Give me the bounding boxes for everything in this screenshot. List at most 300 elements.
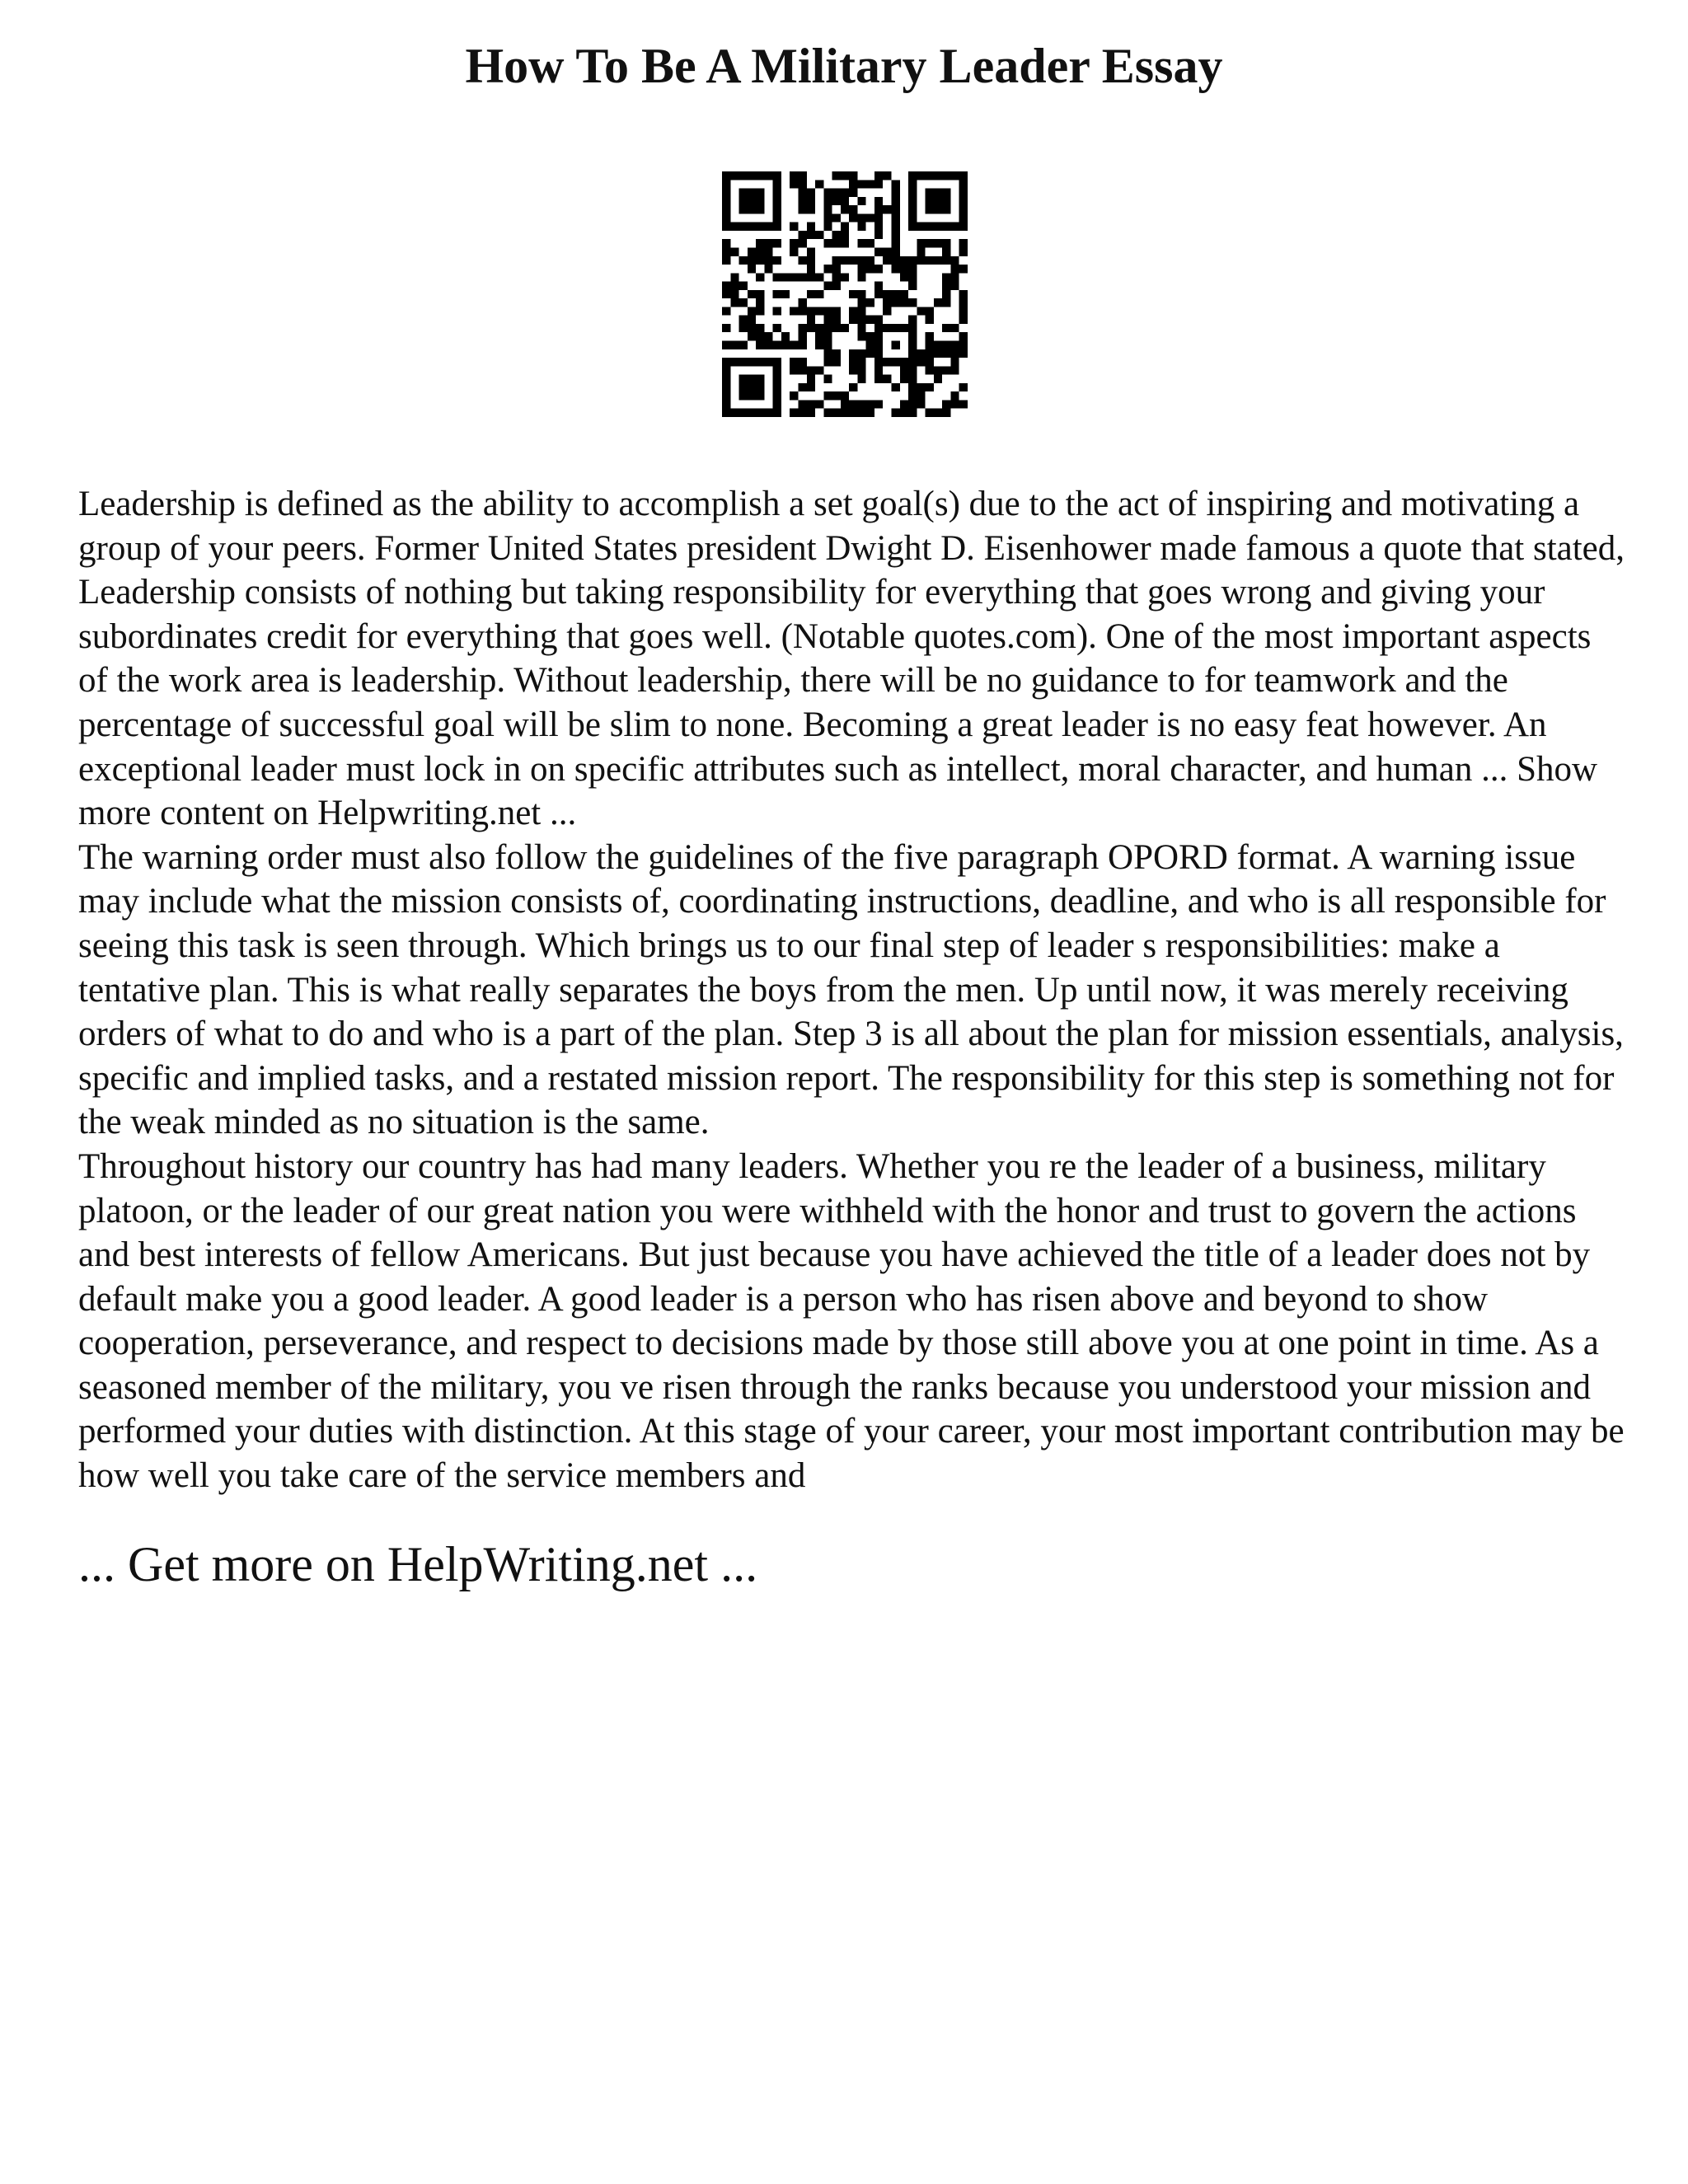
qr-module: [748, 256, 756, 265]
qr-module: [807, 189, 815, 197]
qr-module: [764, 239, 772, 247]
qr-module: [748, 358, 756, 366]
qr-module: [874, 282, 883, 290]
qr-module: [866, 180, 874, 188]
qr-module: [959, 341, 968, 349]
qr-module: [756, 307, 764, 315]
qr-module: [959, 171, 968, 180]
qr-module: [748, 290, 756, 298]
qr-module: [756, 290, 764, 298]
qr-module: [874, 400, 883, 408]
qr-module: [908, 349, 917, 358]
qr-module: [798, 256, 806, 265]
qr-module: [798, 197, 806, 205]
qr-module: [866, 256, 874, 265]
qr-module: [959, 239, 968, 247]
qr-module: [823, 391, 832, 400]
qr-module: [959, 247, 968, 255]
qr-module: [798, 341, 806, 349]
qr-module: [942, 223, 950, 231]
qr-module: [807, 223, 815, 231]
qr-module: [773, 409, 781, 417]
qr-module: [798, 231, 806, 239]
qr-module: [866, 316, 874, 324]
qr-module: [815, 290, 823, 298]
qr-module: [917, 383, 925, 391]
qr-module: [722, 213, 730, 222]
qr-module: [934, 223, 942, 231]
qr-module: [934, 341, 942, 349]
qr-module: [756, 239, 764, 247]
qr-module: [823, 349, 832, 358]
qr-module: [798, 409, 806, 417]
qr-module: [823, 189, 832, 197]
qr-module: [773, 273, 781, 281]
qr-module: [756, 391, 764, 400]
qr-module: [934, 189, 942, 197]
qr-module: [857, 298, 865, 307]
qr-module: [807, 307, 815, 315]
qr-module: [790, 358, 798, 366]
qr-module: [798, 307, 806, 315]
qr-module: [934, 349, 942, 358]
qr-module: [841, 197, 849, 205]
qr-module: [832, 358, 841, 366]
qr-module: [823, 239, 832, 247]
qr-module: [807, 316, 815, 324]
qr-module: [874, 375, 883, 383]
qr-module: [926, 383, 934, 391]
qr-module: [764, 223, 772, 231]
qr-module: [823, 223, 832, 231]
qr-module: [722, 197, 730, 205]
qr-module: [857, 213, 865, 222]
qr-module: [739, 256, 748, 265]
qr-module: [832, 273, 841, 281]
qr-module: [857, 256, 865, 265]
qr-module: [942, 256, 950, 265]
qr-module: [934, 239, 942, 247]
qr-module: [781, 341, 790, 349]
qr-module: [798, 383, 806, 391]
qr-module: [739, 391, 748, 400]
qr-module: [950, 273, 959, 281]
qr-module: [926, 358, 934, 366]
qr-module: [807, 273, 815, 281]
qr-module: [892, 213, 900, 222]
qr-module: [841, 400, 849, 408]
qr-module: [866, 298, 874, 307]
qr-module: [892, 205, 900, 213]
qr-module: [756, 341, 764, 349]
qr-module: [874, 358, 883, 366]
qr-module: [908, 409, 917, 417]
qr-module: [908, 341, 917, 349]
qr-module: [773, 171, 781, 180]
qr-module: [892, 324, 900, 332]
qr-module: [866, 341, 874, 349]
qr-module: [849, 205, 857, 213]
qr-module: [874, 180, 883, 188]
qr-module: [934, 298, 942, 307]
qr-module: [874, 205, 883, 213]
qr-module: [807, 375, 815, 383]
qr-module: [841, 273, 849, 281]
qr-module: [756, 171, 764, 180]
qr-module: [823, 282, 832, 290]
qr-module: [950, 171, 959, 180]
qr-module: [790, 366, 798, 374]
qr-module: [950, 366, 959, 374]
qr-module: [764, 256, 772, 265]
qr-module: [722, 375, 730, 383]
qr-module: [722, 366, 730, 374]
qr-module: [866, 400, 874, 408]
qr-module: [730, 341, 738, 349]
qr-module: [798, 205, 806, 213]
qr-module: [781, 273, 790, 281]
qr-module: [756, 358, 764, 366]
qr-module: [841, 409, 849, 417]
get-more-link[interactable]: ... Get more on HelpWriting.net ...: [78, 1537, 758, 1591]
qr-module: [883, 290, 891, 298]
qr-module: [892, 298, 900, 307]
qr-module: [926, 341, 934, 349]
qr-module: [908, 400, 917, 408]
qr-module: [722, 391, 730, 400]
qr-module: [823, 316, 832, 324]
qr-module: [942, 247, 950, 255]
qr-module: [883, 307, 891, 315]
qr-module: [883, 205, 891, 213]
qr-module: [773, 324, 781, 332]
qr-module: [790, 409, 798, 417]
qr-module: [908, 391, 917, 400]
qr-module: [942, 205, 950, 213]
qr-module: [798, 180, 806, 188]
page-title: How To Be A Military Leader Essay: [465, 39, 1223, 93]
qr-module: [926, 316, 934, 324]
qr-module: [926, 223, 934, 231]
qr-module: [942, 400, 950, 408]
qr-module: [874, 197, 883, 205]
qr-module: [892, 256, 900, 265]
qr-module: [756, 409, 764, 417]
qr-module: [756, 383, 764, 391]
qr-module: [849, 400, 857, 408]
qr-module: [815, 366, 823, 374]
qr-module: [739, 282, 748, 290]
qr-module: [874, 290, 883, 298]
qr-module: [773, 197, 781, 205]
qr-module: [730, 409, 738, 417]
qr-module: [917, 391, 925, 400]
qr-module: [959, 290, 968, 298]
qr-module: [730, 290, 738, 298]
qr-module: [807, 383, 815, 391]
qr-module: [950, 282, 959, 290]
qr-module: [790, 273, 798, 281]
qr-module: [908, 205, 917, 213]
qr-module: [908, 256, 917, 265]
qr-module: [917, 247, 925, 255]
paragraph-2: The warning order must also follow the guidelines of the five paragraph OPORD format. A warning issue may include what the mission consists of, coordinating instructions, deadline, and who is all responsible for seeing this task is seen through. Which brings us to our final step of leader s responsibilities: make a tentative plan. This is what really separates the boys from the men. Up until now, it was merely receiving orders of what to do and who is a part of the plan. Step 3 is all about the plan for mission essentials, analysis, specific and implied tasks, and a restated mission report. The responsibility for this step is something not for the weak minded as no situation is the same.: [78, 837, 1624, 1142]
qr-module: [832, 239, 841, 247]
qr-module: [942, 290, 950, 298]
qr-module: [790, 391, 798, 400]
qr-module: [815, 400, 823, 408]
qr-module: [866, 409, 874, 417]
qr-module: [900, 400, 908, 408]
qr-module: [883, 375, 891, 383]
qr-module: [874, 366, 883, 374]
qr-module: [739, 375, 748, 383]
qr-module: [722, 307, 730, 315]
qr-module: [908, 298, 917, 307]
qr-module: [722, 409, 730, 417]
qr-module: [917, 256, 925, 265]
qr-module: [883, 256, 891, 265]
qr-module: [874, 213, 883, 222]
qr-module: [866, 265, 874, 273]
qr-module: [857, 223, 865, 231]
qr-module: [900, 256, 908, 265]
qr-module: [857, 180, 865, 188]
qr-module: [739, 205, 748, 213]
qr-module: [874, 332, 883, 340]
qr-module: [823, 332, 832, 340]
qr-module: [756, 247, 764, 255]
qr-module: [832, 197, 841, 205]
qr-module: [908, 223, 917, 231]
qr-module: [773, 213, 781, 222]
qr-module: [883, 171, 891, 180]
qr-module: [926, 366, 934, 374]
qr-module: [849, 180, 857, 188]
qr-module: [790, 223, 798, 231]
qr-module: [892, 383, 900, 391]
qr-module: [841, 223, 849, 231]
qr-module: [942, 239, 950, 247]
qr-module: [748, 265, 756, 273]
qr-module: [950, 223, 959, 231]
qr-module: [942, 273, 950, 281]
qr-module: [773, 375, 781, 383]
qr-module: [917, 239, 925, 247]
qr-module: [908, 324, 917, 332]
qr-module: [908, 316, 917, 324]
qr-module: [722, 247, 730, 255]
qr-module: [807, 409, 815, 417]
qr-module: [892, 239, 900, 247]
qr-module: [934, 409, 942, 417]
qr-module: [798, 358, 806, 366]
qr-module: [883, 358, 891, 366]
qr-module: [798, 366, 806, 374]
qr-module: [892, 265, 900, 273]
qr-module: [917, 400, 925, 408]
qr-module: [832, 324, 841, 332]
qr-module: [832, 282, 841, 290]
qr-module: [823, 409, 832, 417]
qr-module: [739, 316, 748, 324]
qr-module: [756, 375, 764, 383]
qr-module: [908, 366, 917, 374]
qr-module: [917, 358, 925, 366]
qr-module: [756, 298, 764, 307]
qr-module: [823, 358, 832, 366]
qr-module: [942, 282, 950, 290]
qr-module: [950, 341, 959, 349]
qr-module: [857, 316, 865, 324]
qr-module: [832, 316, 841, 324]
qr-module: [823, 213, 832, 222]
qr-module: [773, 239, 781, 247]
qr-module: [739, 341, 748, 349]
qr-module: [764, 332, 772, 340]
qr-module: [807, 247, 815, 255]
qr-module: [874, 247, 883, 255]
qr-module: [807, 256, 815, 265]
qr-module: [849, 383, 857, 391]
qr-module: [849, 316, 857, 324]
qr-module: [823, 205, 832, 213]
qr-module: [959, 223, 968, 231]
qr-module: [959, 213, 968, 222]
qr-module: [942, 409, 950, 417]
qr-module: [857, 358, 865, 366]
qr-module: [739, 358, 748, 366]
qr-module: [764, 409, 772, 417]
qr-module: [857, 332, 865, 340]
qr-module: [926, 307, 934, 315]
qr-module: [892, 290, 900, 298]
qr-module: [908, 171, 917, 180]
qr-module: [841, 171, 849, 180]
qr-module: [849, 256, 857, 265]
qr-module: [773, 400, 781, 408]
qr-module: [942, 298, 950, 307]
qr-module: [849, 307, 857, 315]
qr-module: [908, 197, 917, 205]
qr-module: [883, 298, 891, 307]
qr-module: [790, 341, 798, 349]
qr-module: [959, 307, 968, 315]
qr-module: [739, 409, 748, 417]
qr-code-icon: [722, 171, 968, 417]
qr-module: [892, 197, 900, 205]
qr-module: [773, 366, 781, 374]
qr-module: [722, 189, 730, 197]
qr-module: [857, 239, 865, 247]
qr-module: [849, 349, 857, 358]
qr-module: [900, 265, 908, 273]
qr-module: [841, 324, 849, 332]
qr-module: [722, 205, 730, 213]
qr-module: [900, 324, 908, 332]
qr-module: [722, 282, 730, 290]
qr-module: [832, 307, 841, 315]
qr-module: [874, 223, 883, 231]
qr-module: [730, 223, 738, 231]
qr-module: [874, 171, 883, 180]
qr-module: [739, 223, 748, 231]
qr-module: [959, 332, 968, 340]
qr-module: [892, 180, 900, 188]
qr-module: [849, 189, 857, 197]
qr-module: [942, 189, 950, 197]
qr-module: [798, 298, 806, 307]
qr-module: [908, 213, 917, 222]
qr-module: [934, 366, 942, 374]
paragraph-1: Leadership is defined as the ability to accomplish a set goal(s) due to the act of inspiring and motivating a group of your peers. Former United States president Dwight D. Eisenhower made famous a quote that stated, Leadership consists of nothing but taking responsibility for everything that goes wrong and giving your subordinates credit for everything that goes well. (Notable quotes.com). One of the most important aspects of the work area is leadership. Without leadership, there will be no guidance to for teamwork and the percentage of successful goal will be slim to none. Becoming a great leader is no easy feat however. An exceptional leader must lock in on specific attributes such as intellect, moral character, and human ... Show more content on Helpwriting.net ...: [78, 485, 1625, 833]
qr-module: [798, 273, 806, 281]
qr-module: [892, 409, 900, 417]
qr-module: [730, 273, 738, 281]
qr-module: [773, 205, 781, 213]
qr-module: [823, 341, 832, 349]
qr-module: [857, 375, 865, 383]
qr-module: [730, 247, 738, 255]
qr-module: [730, 358, 738, 366]
qr-module: [959, 205, 968, 213]
qr-module: [722, 341, 730, 349]
qr-module: [748, 205, 756, 213]
qr-module: [841, 256, 849, 265]
qr-module: [942, 366, 950, 374]
qr-module: [832, 349, 841, 358]
qr-module: [807, 265, 815, 273]
qr-module: [857, 349, 865, 358]
qr-module: [798, 332, 806, 340]
qr-module: [832, 171, 841, 180]
qr-module: [950, 324, 959, 332]
qr-module: [807, 205, 815, 213]
paragraph-3: Throughout history our country has had many leaders. Whether you re the leader of a business, military platoon, or the leader of our great nation you were withheld with the honor and trust to govern the actions and best interests of fellow Americans. But just because you have achieved the title of a leader does not by default make you a good leader. A good leader is a person who has risen above and beyond to show cooperation, perseverance, and respect to decisions made by those still above you at one point in time. As a seasoned member of the military, you ve risen through the ranks because you understood your mission and performed your duties with distinction. At this stage of your career, your most important contribution may be how well you take care of the service members and: [78, 1146, 1625, 1496]
qr-module: [815, 180, 823, 188]
qr-module: [748, 409, 756, 417]
qr-module: [730, 171, 738, 180]
qr-module: [832, 256, 841, 265]
qr-module: [866, 239, 874, 247]
qr-module: [926, 349, 934, 358]
qr-module: [773, 383, 781, 391]
qr-module: [756, 256, 764, 265]
qr-module: [908, 383, 917, 391]
qr-module: [849, 290, 857, 298]
qr-module: [942, 171, 950, 180]
qr-module: [926, 189, 934, 197]
qr-module: [959, 298, 968, 307]
qr-module: [832, 189, 841, 197]
qr-module: [756, 273, 764, 281]
qr-module: [926, 205, 934, 213]
qr-module: [790, 247, 798, 255]
qr-module: [748, 307, 756, 315]
qr-module: [815, 307, 823, 315]
qr-module: [748, 171, 756, 180]
qr-module: [908, 282, 917, 290]
qr-module: [756, 189, 764, 197]
qr-module: [908, 375, 917, 383]
qr-module: [849, 358, 857, 366]
qr-module: [908, 358, 917, 366]
qr-module: [807, 197, 815, 205]
qr-module: [917, 307, 925, 315]
qr-module: [892, 231, 900, 239]
qr-module: [926, 171, 934, 180]
qr-module: [722, 383, 730, 391]
